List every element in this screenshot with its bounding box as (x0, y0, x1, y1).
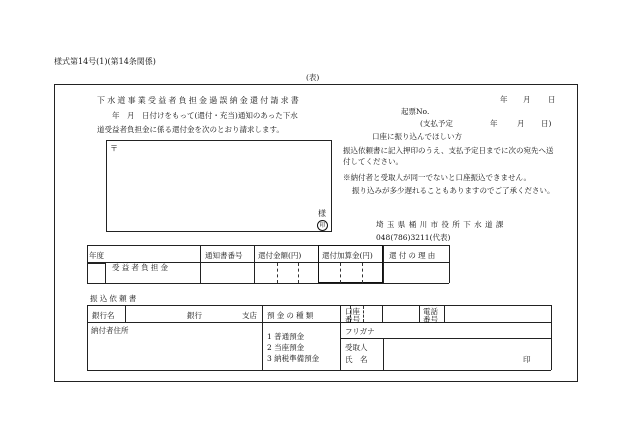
account-label-2: 番号 (345, 315, 360, 324)
payer-address-label: 納付者住所 (91, 326, 129, 335)
payment-year-label: 年 (490, 119, 498, 128)
recipient-label-2: 氏 名 (345, 355, 368, 364)
office-name: 埼玉県桶川市役所下水道課 (376, 220, 507, 229)
refund-interest-label: 還付加算金(円) (322, 251, 373, 260)
sama-label: 様 (318, 209, 326, 218)
recipient-label-1: 受取人 (345, 343, 368, 352)
office-phone: 048(786)3211(代表) (376, 233, 451, 242)
refund-reason-label: 還付の理由 (389, 251, 438, 260)
refund-amount-label: 還付金額(円) (258, 251, 302, 260)
instructions-note-1: ※納付者と受取人が同一でないと口座振込できません。 (343, 173, 531, 182)
address-box[interactable] (106, 140, 332, 232)
date-day-label: 日 (548, 95, 556, 104)
deposit-type-current[interactable]: 2 当座預金 (267, 343, 305, 352)
payer-charge-label: 受益者負担金 (112, 263, 171, 272)
reference-label: 起票No. (401, 107, 430, 116)
payment-day-label: 日) (541, 119, 552, 128)
intro-line-1: 年 月 日付けをもって(還付・充当)通知のあった下水 (112, 111, 298, 120)
intro-line-2: 道受益者負担金に係る還付金を次のとおり請求します。 (97, 125, 284, 134)
recipient-seal-label: 印 (523, 355, 531, 364)
phone-label-1: 電話 (423, 307, 438, 316)
instructions-note-2: 振り込みが多少遅れることもありますのでご了承ください。 (352, 186, 555, 195)
side-label: (表) (306, 73, 320, 82)
instructions-line-1: 振込依頼書に記入押印のうえ、支払予定日までに次の宛先へ送 (343, 146, 554, 155)
furigana-label: フリガナ (345, 327, 375, 336)
phone-label-2: 番号 (423, 315, 438, 324)
branch-label: 支店 (242, 311, 257, 320)
bank-name-label: 銀行名 (92, 311, 115, 320)
payment-month-label: 月 (517, 119, 525, 128)
transfer-heading: 振込依頼書 (90, 294, 139, 303)
date-year-label: 年 (500, 95, 508, 104)
deposit-type-ordinary[interactable]: 1 普通預金 (267, 332, 305, 341)
date-month-label: 月 (523, 95, 531, 104)
form-title: 下水道事業受益者負担金過誤納金還付請求書 (97, 96, 301, 105)
bank-label: 銀行 (187, 311, 202, 320)
instructions-line-2: 付してください。 (343, 157, 403, 166)
payment-plan-label: (支払予定 (420, 119, 453, 128)
form-number: 様式第14号(1)(第14条関係) (54, 57, 156, 66)
deposit-type-tax-reserve[interactable]: 3 納税準備預金 (267, 354, 320, 363)
nendo-label: 年度 (89, 251, 104, 260)
instructions-heading: 口座に振り込んでほしい方 (372, 132, 462, 141)
seal-mark: 印 (317, 220, 328, 231)
postal-mark: 〒 (110, 144, 118, 153)
notice-number-label: 通知書番号 (205, 251, 243, 260)
deposit-type-label: 預金の種類 (267, 311, 316, 320)
account-label-1: 口座 (345, 307, 360, 316)
